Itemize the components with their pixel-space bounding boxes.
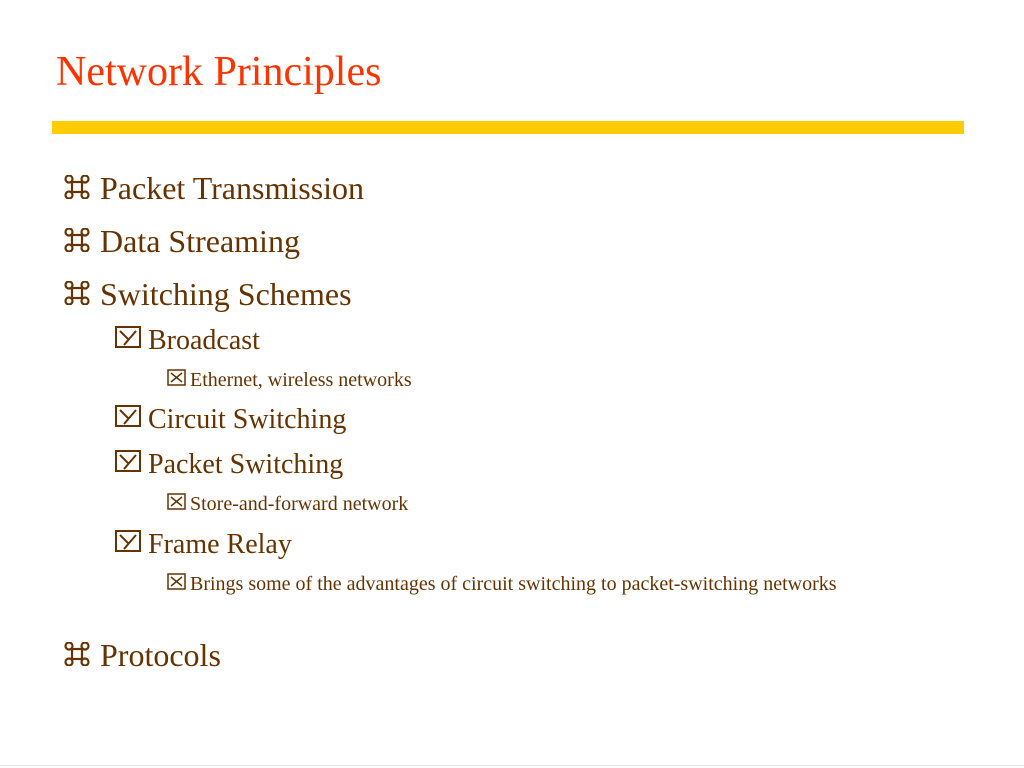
- sub-bullet-text: Broadcast: [148, 325, 260, 356]
- bullet-text: Data Streaming: [100, 223, 300, 259]
- checkbox-y-icon: [114, 325, 148, 349]
- checkbox-x-icon: [167, 573, 190, 590]
- sub-bullet-item: [114, 528, 292, 562]
- slide-bottom-divider: [0, 765, 1024, 766]
- sub-bullet-text: Frame Relay: [148, 529, 292, 560]
- checkbox-x-icon: [167, 369, 190, 386]
- detail-bullet-text: Brings some of the advantages of circuit switching to packet-switching networks: [190, 573, 837, 595]
- detail-bullet-item: [167, 571, 950, 597]
- title-underline-bar: [52, 121, 964, 134]
- sub-bullet-text: Circuit Switching: [148, 404, 347, 435]
- checkbox-y-icon: [114, 529, 148, 553]
- sub-bullet-text: Packet Switching: [148, 449, 344, 480]
- checkbox-y-icon: [114, 404, 148, 428]
- detail-bullet-item: [167, 367, 412, 393]
- bullet-text: Switching Schemes: [100, 276, 352, 312]
- bullet-text: Protocols: [100, 637, 221, 673]
- detail-bullet-item: [167, 491, 408, 517]
- command-icon: [64, 175, 100, 199]
- command-icon: [64, 642, 100, 666]
- sub-bullet-item: [114, 324, 260, 358]
- bullet-item: [64, 168, 364, 208]
- bullet-item: [64, 221, 300, 261]
- bullet-text: Packet Transmission: [100, 170, 365, 206]
- detail-bullet-text: Ethernet, wireless networks: [190, 369, 412, 391]
- slide-title: Network Principles: [56, 49, 382, 95]
- detail-bullet-text: Store-and-forward network: [190, 493, 409, 515]
- command-icon: [64, 228, 100, 252]
- command-icon: [64, 281, 100, 305]
- sub-bullet-item: [114, 403, 346, 437]
- checkbox-x-icon: [167, 493, 190, 510]
- checkbox-y-icon: [114, 449, 148, 473]
- sub-bullet-item: [114, 448, 343, 482]
- bullet-item: [64, 274, 352, 314]
- bullet-item: [64, 635, 221, 675]
